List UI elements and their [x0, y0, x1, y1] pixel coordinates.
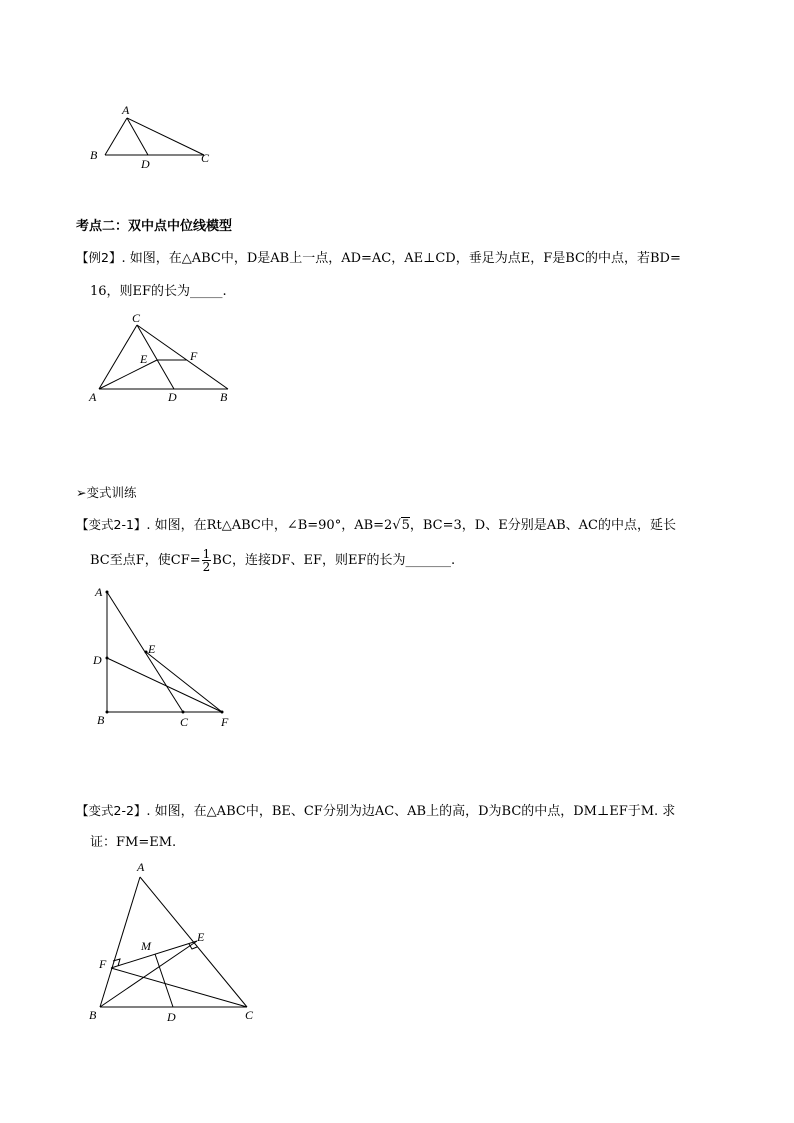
sqrt-radicand: 5	[401, 518, 410, 533]
label-c: C	[180, 715, 189, 729]
variant21-line2	[90, 548, 455, 574]
label-f: F	[99, 957, 107, 971]
variant21-text-c: BC至点F，使CF=	[90, 553, 201, 568]
fraction-one-half	[202, 548, 212, 573]
variant22-text-1: . 如图，在△ABC中，BE、CF分别为边AC、AB上的高，D为BC的中点，DM⊥EF于M. 求	[146, 804, 676, 819]
label-d: D	[167, 1010, 176, 1024]
figure-triangle-abc-median	[80, 98, 230, 178]
variant21-text-b: ，BC=3，D、E分别是AB、AC的中点，延长	[409, 518, 676, 533]
label-d: D	[93, 653, 102, 667]
label-c: C	[245, 1008, 254, 1022]
label-c: C	[201, 151, 210, 165]
example2-line1	[76, 249, 681, 268]
frac-num: 1	[202, 547, 211, 561]
figure-variant21	[85, 580, 245, 730]
label-f: F	[221, 715, 229, 729]
label-a: A	[89, 390, 97, 404]
label-a: A	[122, 103, 130, 117]
label-e: E	[148, 642, 156, 656]
label-e: E	[197, 930, 205, 944]
example2-tag: 【例2】	[76, 250, 122, 265]
label-d: D	[168, 390, 177, 404]
sqrt-symbol: √	[392, 518, 401, 533]
variant22-tag: 【变式2-2】	[76, 803, 147, 818]
figure-variant22	[85, 855, 265, 1025]
label-b: B	[220, 390, 228, 404]
frac-den: 2	[202, 560, 211, 574]
section-heading: 考点二：双中点中位线模型	[76, 219, 233, 234]
label-c: C	[132, 311, 141, 325]
label-b: B	[90, 148, 98, 162]
label-b: B	[97, 713, 105, 727]
figure-example2	[85, 310, 245, 405]
label-f: F	[190, 349, 198, 363]
example2-line2: 16，则EF的长为_____.	[90, 284, 227, 299]
practice-heading	[76, 484, 137, 502]
label-a: A	[95, 585, 103, 599]
example2-text-1: . 如图，在△ABC中，D是AB上一点，AD=AC，AE⊥CD，垂足为点E，F是BC的中点，若BD=	[121, 251, 681, 266]
variant21-line1	[76, 516, 676, 535]
arrow-marker-icon: ➢	[76, 485, 87, 500]
variant22-line2: 证：FM=EM.	[90, 835, 177, 850]
label-b: B	[89, 1008, 97, 1022]
variant21-text-d: BC，连接DF、EF，则EF的长为_______.	[212, 553, 456, 568]
label-d: D	[141, 157, 150, 171]
label-m: M	[141, 939, 151, 953]
variant21-text-a: . 如图，在Rt△ABC中，∠B=90°，AB=2	[146, 518, 393, 533]
variant22-line1	[76, 802, 675, 821]
variant21-tag: 【变式2-1】	[76, 517, 147, 532]
label-e: E	[140, 352, 148, 366]
practice-label: 变式训练	[86, 485, 137, 500]
label-a: A	[137, 860, 145, 874]
